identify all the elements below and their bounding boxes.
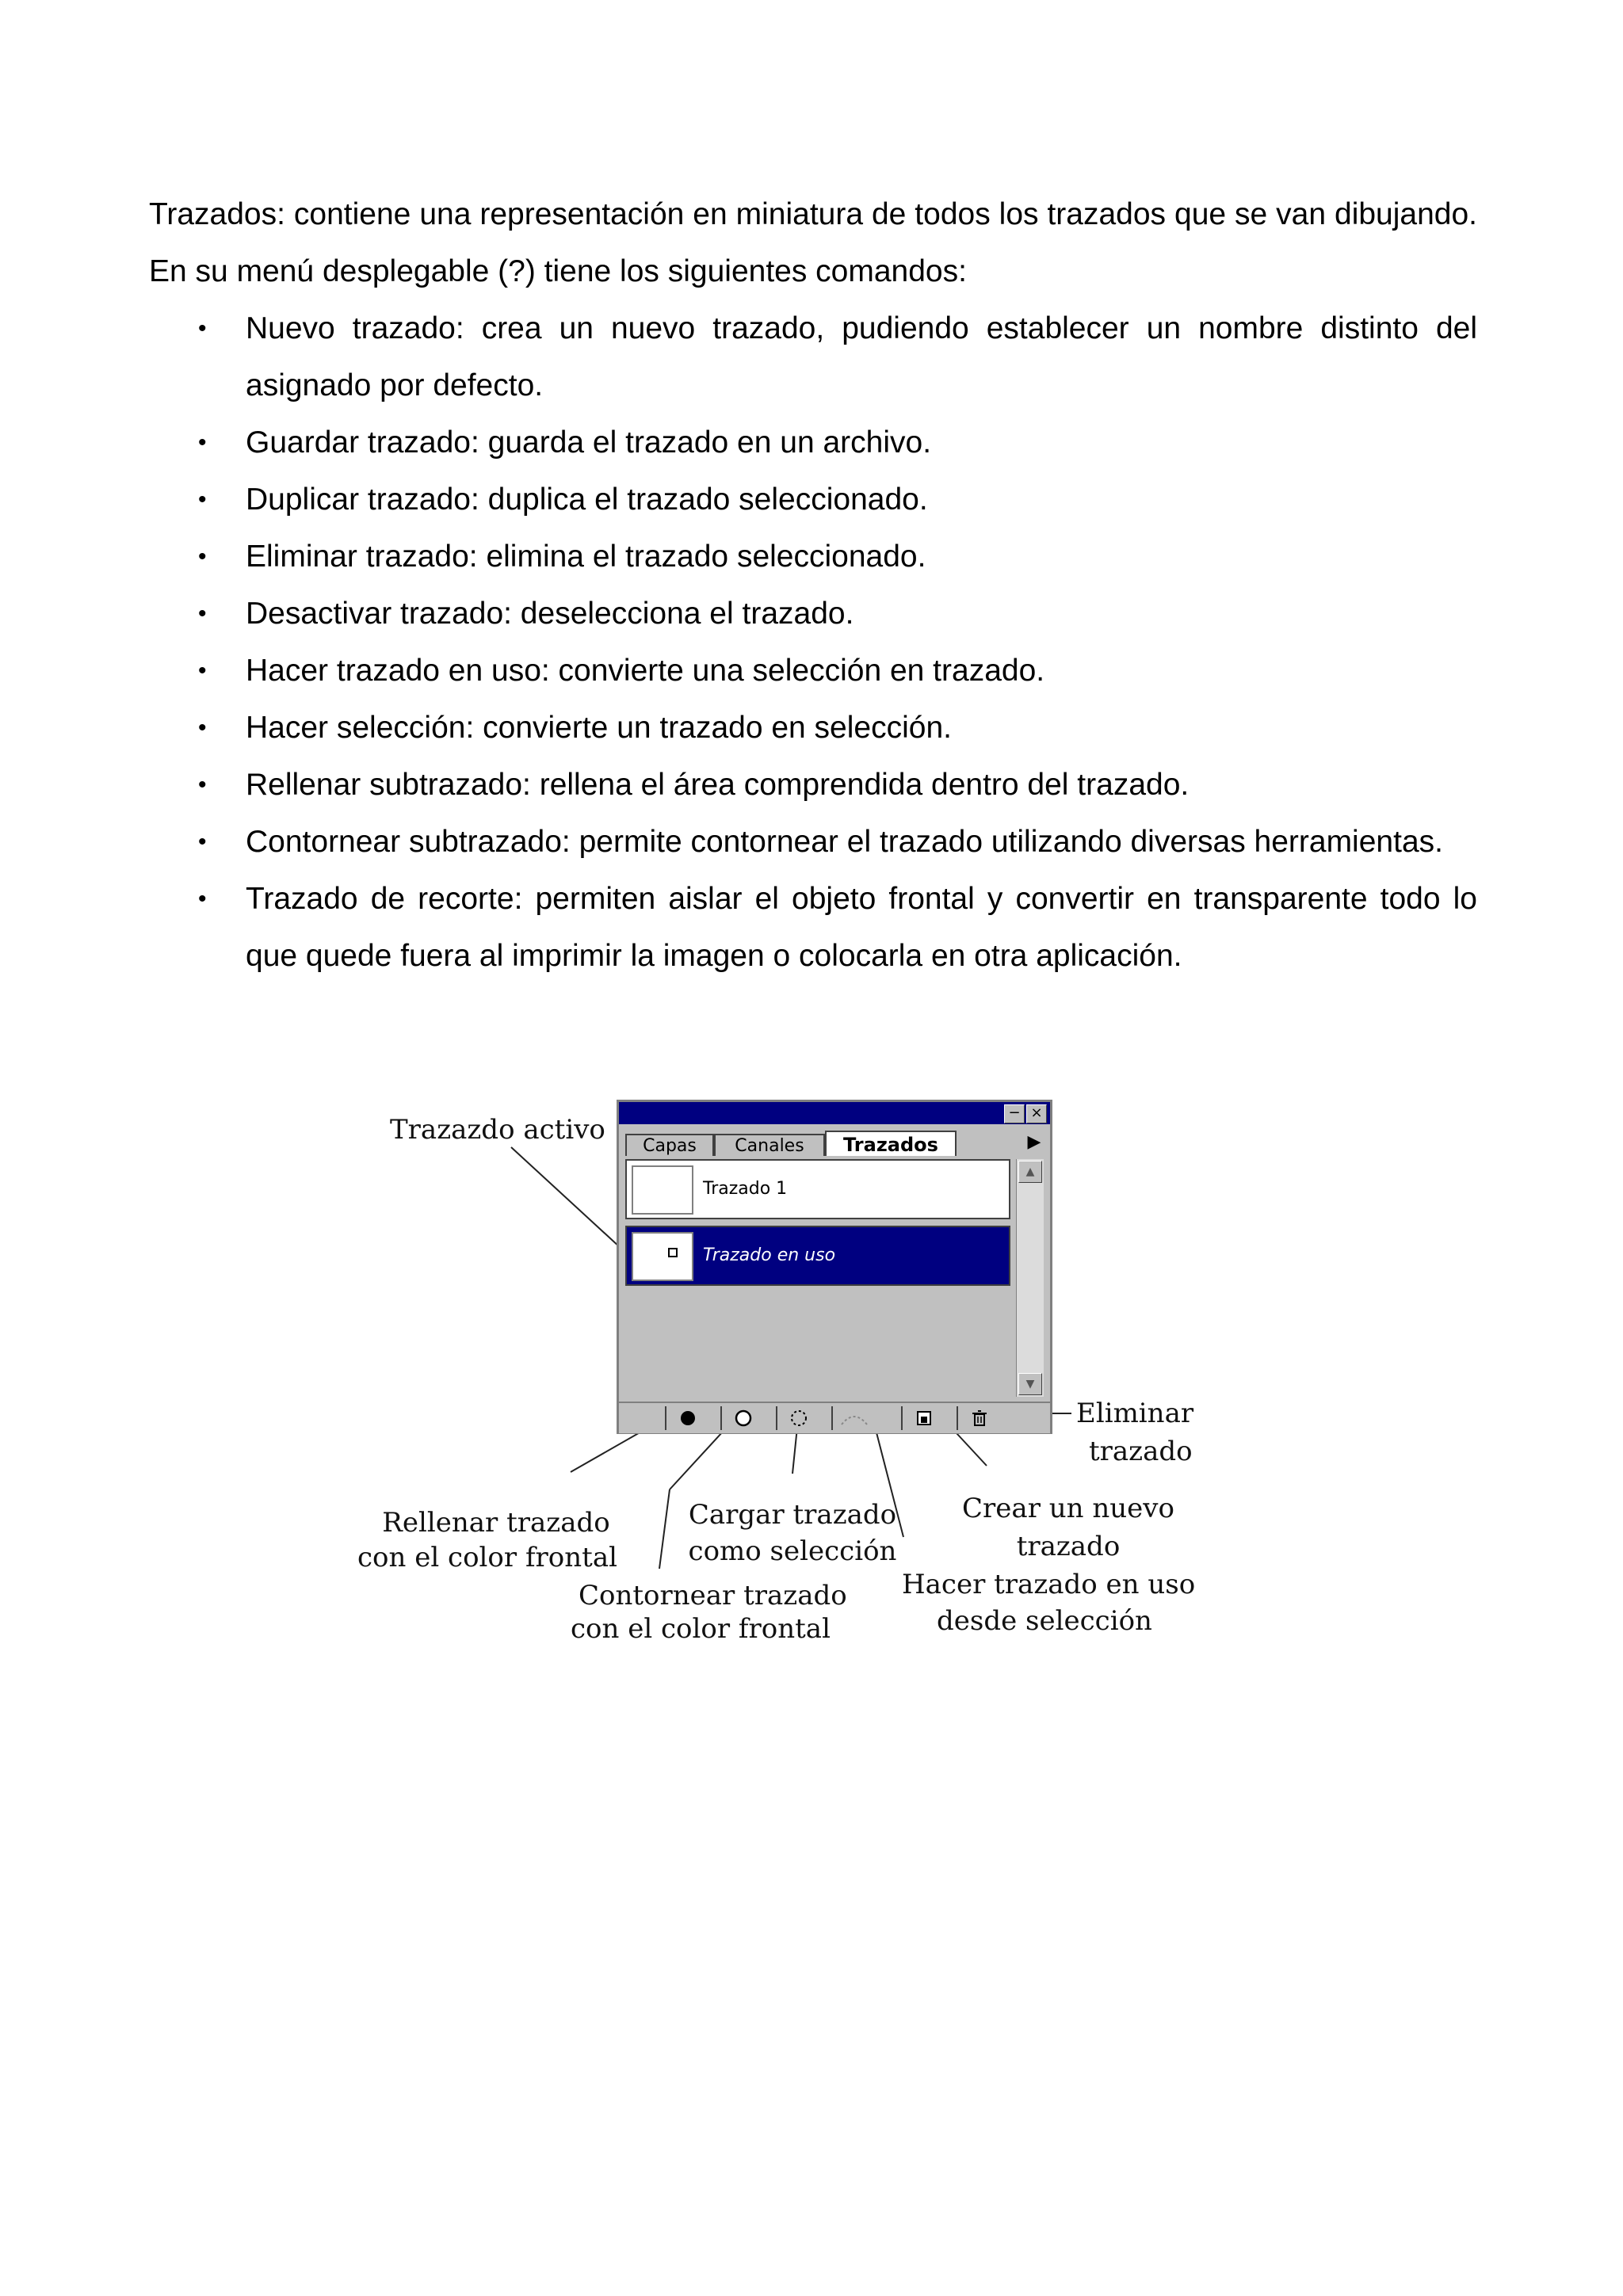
stroke-path-button[interactable] bbox=[720, 1406, 765, 1430]
callout-eliminar-line2: trazado bbox=[1089, 1436, 1193, 1467]
stroke-path-icon bbox=[734, 1409, 753, 1428]
paths-list bbox=[625, 1159, 1010, 1397]
bullet-icon: • bbox=[198, 429, 207, 456]
document-body bbox=[149, 186, 1477, 985]
path-name: Trazado en uso bbox=[703, 1245, 836, 1265]
scroll-down-icon[interactable]: ▼ bbox=[1018, 1373, 1042, 1395]
load-selection-button[interactable] bbox=[776, 1406, 820, 1430]
command-text: Trazado de recorte: permiten aislar el objeto frontal y convertir en transparente todo lo que quede fuera al imprimir la imagen o colocarla en otra aplicación. bbox=[246, 882, 1477, 973]
scrollbar[interactable] bbox=[1016, 1159, 1044, 1397]
bullet-icon: • bbox=[198, 715, 207, 741]
make-path-button[interactable] bbox=[831, 1406, 876, 1430]
callout-eliminar-line1: Eliminar bbox=[1076, 1398, 1194, 1429]
path-thumbnail bbox=[632, 1165, 693, 1215]
list-item bbox=[149, 528, 1477, 585]
command-text: Rellenar subtrazado: rellena el área comprendida dentro del trazado. bbox=[246, 768, 1190, 802]
callout-rellenar-line1: Rellenar trazado bbox=[382, 1507, 610, 1539]
fill-path-icon bbox=[678, 1409, 697, 1428]
callout-contornear-line1: Contornear trazado bbox=[579, 1580, 847, 1611]
path-row-trazado-1[interactable] bbox=[625, 1159, 1010, 1219]
delete-path-button[interactable] bbox=[957, 1406, 1001, 1430]
close-button[interactable]: × bbox=[1026, 1104, 1047, 1123]
callout-trazado-activo: Trazazdo activo bbox=[390, 1114, 605, 1146]
bullet-icon: • bbox=[198, 486, 207, 513]
list-item bbox=[149, 871, 1477, 985]
list-item bbox=[149, 585, 1477, 643]
command-text: Guardar trazado: guarda el trazado en un archivo. bbox=[246, 425, 932, 460]
load-selection-icon bbox=[789, 1409, 808, 1428]
callout-crear-line2: trazado bbox=[1016, 1531, 1121, 1562]
callout-rellenar-line2: con el color frontal bbox=[357, 1542, 617, 1573]
list-item bbox=[149, 814, 1477, 871]
callout-cargar-line1: Cargar trazado bbox=[688, 1499, 897, 1531]
new-path-icon bbox=[915, 1409, 934, 1428]
command-text: Nuevo trazado: crea un nuevo trazado, pudiendo establecer un nombre distinto del asignado por defecto. bbox=[246, 311, 1477, 402]
scroll-up-icon[interactable]: ▲ bbox=[1018, 1161, 1042, 1183]
command-text: Eliminar trazado: elimina el trazado seleccionado. bbox=[246, 540, 926, 574]
palette-button-bar bbox=[619, 1402, 1050, 1433]
list-item bbox=[149, 757, 1477, 814]
path-row-trazado-en-uso[interactable] bbox=[625, 1226, 1010, 1286]
tab-canales[interactable]: Canales bbox=[714, 1134, 825, 1156]
callout-hacer-line2: desde selección bbox=[937, 1605, 1152, 1637]
palette-titlebar bbox=[619, 1102, 1050, 1124]
list-item bbox=[149, 471, 1477, 528]
list-item bbox=[149, 643, 1477, 700]
trash-icon bbox=[970, 1409, 989, 1428]
palette-menu-arrow-icon[interactable]: ▶ bbox=[1027, 1132, 1041, 1152]
command-list bbox=[149, 300, 1477, 985]
bullet-icon: • bbox=[198, 886, 207, 912]
bullet-icon: • bbox=[198, 772, 207, 798]
command-text: Desactivar trazado: deselecciona el trazado. bbox=[246, 597, 854, 631]
callout-cargar-line2: como selección bbox=[688, 1535, 897, 1567]
command-text: Contornear subtrazado: permite contornear el trazado utilizando diversas herramientas. bbox=[246, 825, 1443, 859]
paths-panel-figure bbox=[349, 1093, 1244, 1648]
path-thumbnail bbox=[632, 1232, 693, 1281]
path-anchor-icon bbox=[668, 1248, 678, 1257]
tab-trazados[interactable]: Trazados bbox=[825, 1131, 957, 1156]
paths-palette bbox=[617, 1100, 1052, 1434]
path-name: Trazado 1 bbox=[703, 1179, 788, 1199]
bullet-icon: • bbox=[198, 315, 207, 341]
minimize-button[interactable]: − bbox=[1004, 1104, 1025, 1123]
list-item bbox=[149, 700, 1477, 757]
tab-capas[interactable]: Capas bbox=[625, 1134, 714, 1156]
intro-paragraph: Trazados: contiene una representación en miniatura de todos los trazados que se van dibujando. En su menú desplegable (?) tiene los siguientes comandos: bbox=[149, 197, 1477, 288]
command-text: Hacer selección: convierte un trazado en selección. bbox=[246, 711, 952, 745]
fill-path-button[interactable] bbox=[665, 1406, 709, 1430]
bullet-icon: • bbox=[198, 658, 207, 684]
list-item bbox=[149, 414, 1477, 471]
command-text: Hacer trazado en uso: convierte una selección en trazado. bbox=[246, 654, 1045, 688]
list-item bbox=[149, 300, 1477, 414]
callout-hacer-line1: Hacer trazado en uso bbox=[902, 1569, 1196, 1600]
bullet-icon: • bbox=[198, 543, 207, 570]
callout-contornear-line2: con el color frontal bbox=[571, 1613, 831, 1645]
bullet-icon: • bbox=[198, 829, 207, 855]
bullet-icon: • bbox=[198, 601, 207, 627]
callout-crear-line1: Crear un nuevo bbox=[962, 1493, 1174, 1524]
command-text: Duplicar trazado: duplica el trazado seleccionado. bbox=[246, 482, 928, 517]
make-path-icon bbox=[838, 1409, 870, 1428]
new-path-button[interactable] bbox=[901, 1406, 945, 1430]
